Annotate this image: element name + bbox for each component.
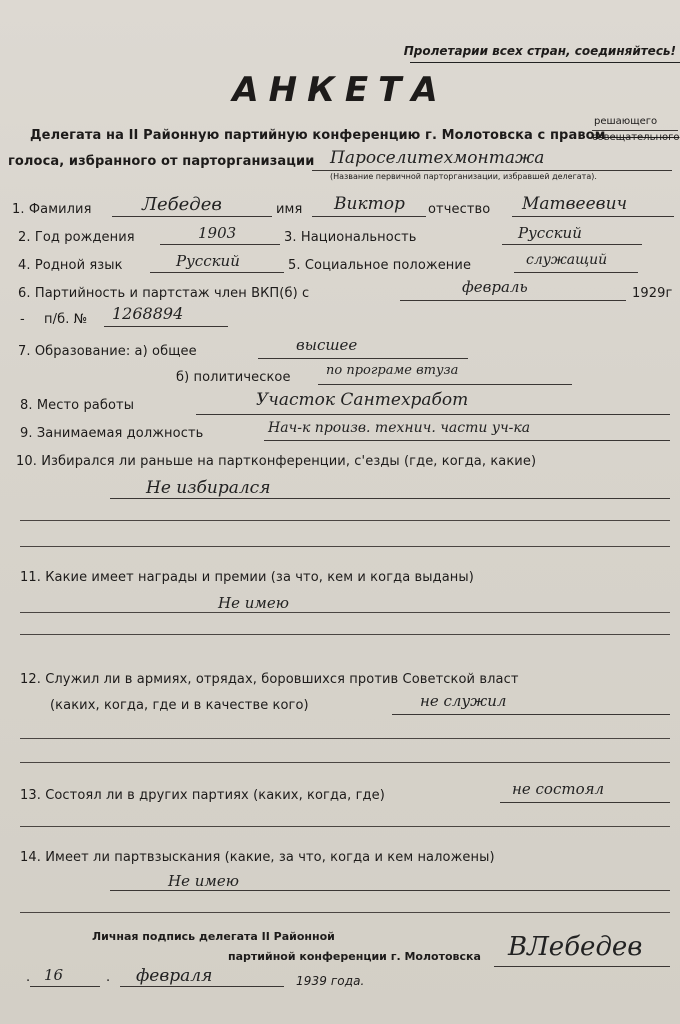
motto: Пролетарии всех стран, соединяйтесь! [403,44,676,58]
field-party-label: 6. Партийность и партстаж член ВКП(б) с [18,286,310,301]
field-party-underline [400,300,626,301]
field-birthyear-underline [160,244,280,245]
field-birthyear-value: 1903 [198,224,237,242]
field-patronymic-value: Матвеевич [522,194,628,214]
field-language-underline [150,272,284,273]
field-social-label: 5. Социальное положение [288,258,472,273]
date-month-underline [120,986,284,987]
field-workplace-label: 8. Место работы [20,398,135,413]
field-nationality-label: 3. Национальность [284,230,417,245]
field-party-value: февраль [462,278,528,296]
field-awards-rule-1 [20,612,670,613]
field-penalties-label: 14. Имеет ли партвзыскания (какие, за что, когда и кем наложены) [20,850,495,865]
field-nationality-underline [502,244,642,245]
field-awards-label: 11. Какие имеет награды и премии (за что, кем и когда выданы) [20,570,474,585]
header-right-bottom: совещательного [592,132,680,143]
field-conferences-rule-2 [20,546,670,547]
field-education-label: 7. Образование: а) общее [18,344,197,359]
field-conferences-value: Не избирался [146,478,271,498]
field-army-underline [392,714,670,715]
header-right-divider [592,130,678,131]
field-penalties-rule-1 [20,912,670,913]
field-position-value: Нач-к произв. технич. части уч-ка [268,420,531,436]
field-name-value: Виктор [334,194,405,214]
date-year: 1939 года. [296,974,365,988]
date-month: февраля [136,966,213,986]
field-political-value: по програме втуза [326,363,459,378]
motto-underline [410,62,680,63]
field-conferences-underline [110,498,670,499]
field-penalties-value: Не имею [168,872,239,890]
date-day-underline [30,986,100,987]
date-dot-right: . [106,970,111,985]
field-penalties-underline [110,890,670,891]
field-patronymic-label: отчество [428,202,491,217]
field-language-value: Русский [176,252,240,270]
field-nationality-value: Русский [518,224,582,242]
signature-label-2: партийной конференции г. Молотовска [228,950,481,963]
field-political-label: б) политическое [176,370,291,385]
field-awards-value: Не имею [218,594,289,612]
field-birthyear-label: 2. Год рождения [18,230,135,245]
field-army-value: не служил [420,692,507,710]
field-parties-value: не состоял [512,780,605,798]
header-line1: Делегата на II Районную партийную конференцию г. Молотовска с правом [30,128,606,143]
field-army-rule-2 [20,762,670,763]
header-line2-value: Пароселитехмонтажа [330,148,545,168]
field-army-label: 12. Служил ли в армиях, отрядах, боровшихся против Советской власт [20,672,519,687]
field-education-value: высшее [296,336,358,354]
date-day: 16 [44,966,64,984]
field-name-label: имя [276,202,303,217]
field-partycard-value: 1268894 [112,304,184,323]
field-surname-underline [112,216,272,217]
signature-label-1: Личная подпись делегата II Районной [92,930,335,943]
field-education-underline [258,358,468,359]
date-dot-left: . [26,970,31,985]
header-right-top: решающего [594,116,658,127]
field-awards-rule-2 [20,634,670,635]
field-social-value: служащий [526,252,608,268]
field-partycard-underline [104,326,228,327]
field-surname-label: 1. Фамилия [12,202,92,217]
page-title: АНКЕТА [232,70,448,110]
signature-underline [494,966,670,967]
field-parties-rule-1 [20,826,670,827]
field-conferences-label: 10. Избирался ли раньше на партконференции, с'езды (где, когда, какие) [16,454,537,469]
delegate-signature: ВЛебедев [508,932,643,962]
field-party-year: 1929г [632,286,673,301]
field-surname-value: Лебедев [142,194,222,215]
header-note: (Название первичной парторганизации, избравшей делегата). [330,172,597,181]
field-workplace-value: Участок Сантехработ [256,390,469,410]
field-position-underline [264,440,670,441]
header-line2-underline [312,170,672,171]
field-army-label2: (каких, когда, где и в качестве кого) [50,698,309,713]
field-party-dash: - [20,312,25,327]
field-social-underline [514,272,638,273]
field-workplace-underline [196,414,670,415]
field-political-underline [318,384,572,385]
field-parties-label: 13. Состоял ли в других партиях (каких, когда, где) [20,788,385,803]
field-partycard-label: п/б. № [44,312,88,327]
field-army-rule-1 [20,738,670,739]
field-patronymic-underline [512,216,674,217]
field-name-underline [312,216,426,217]
field-position-label: 9. Занимаемая должность [20,426,204,441]
field-parties-underline [500,802,670,803]
field-conferences-rule-1 [20,520,670,521]
field-language-label: 4. Родной язык [18,258,123,273]
header-line2-label: голоса, избранного от парторганизации [8,154,315,169]
